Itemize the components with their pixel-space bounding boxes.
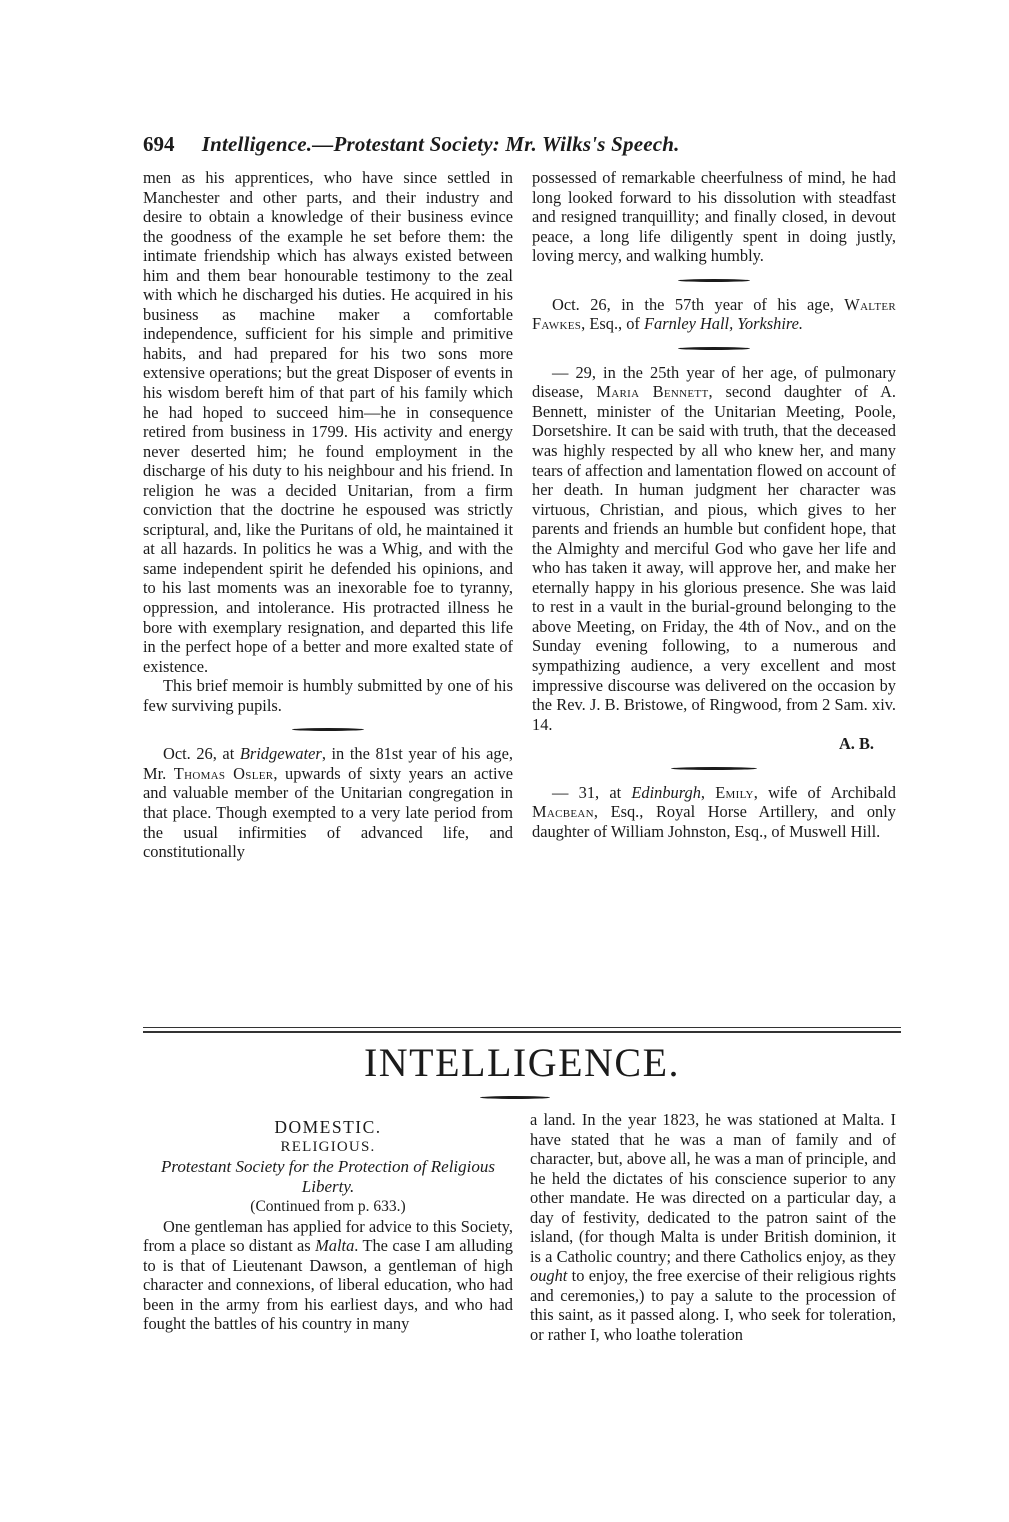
ornamental-rule: [678, 276, 750, 285]
obituary-bennett: — 29, in the 25th year of her age, of pulmonary disease, Maria Bennett, second daughter of A. Bennett, minister of the Unitarian Meeting, Poole, Dorsetshire. It can be said with truth, that the deceased was highly respected by all who knew her, and many tears of affection and lamentation flowed on account of her death. In human judgment her character was virtuous, Christian, and pious, which gives to her parents and friends an humble but confident hope, that the Almighty and merciful God who gave her life and who has taken it away, will approve her, and make her eternally happy in his glorious presence. She was laid to rest in a vault in the burial-ground belonging to the above Meeting, on Friday, the 4th of Nov., and on the Sunday evening following, to a numerous and sympathizing audience, a very excellent and most impressive discourse was delivered on the occasion by the Rev. J. B. Bristowe, of Ringwood, from 2 Sam. xiv. 14.: [532, 362, 897, 734]
bottom-right-column: [530, 1110, 896, 1345]
obituary-osler: Oct. 26, at Bridgewater, in the 81st year of his age, Mr. Thomas Osler, upwards of sixty years an active and valuable member of the Unitarian congregation in that place. Though exempted to a very late period from the usual infirmities of advanced life, and constitutionally: [143, 744, 514, 862]
continued-note: (Continued from p. 633.): [250, 1198, 406, 1216]
top-left-column: [143, 168, 513, 862]
ornamental-rule: [480, 1094, 550, 1102]
subsection-heading: DOMESTIC.: [274, 1117, 382, 1137]
signature: A. B.: [838, 734, 874, 754]
memoir-note: This brief memoir is humbly submitted by one of his few surviving pupils.: [143, 676, 513, 715]
obituary-fawkes: Oct. 26, in the 57th year of his age, Walter Fawkes, Esq., of Farnley Hall, Yorkshire.: [532, 294, 896, 334]
ornamental-rule: [671, 764, 757, 773]
ornamental-rule: [678, 344, 750, 353]
page-number: 694: [143, 132, 175, 156]
top-right-column: [532, 168, 896, 841]
running-head: [143, 128, 903, 160]
article-title: Protestant Society for the Protection of Religious Liberty.: [161, 1157, 495, 1197]
section-divider: [143, 1027, 901, 1028]
memoir-continuation: possessed of remarkable cheerfulness of mind, he had long looked forward to his dissolution with steadfast and resigned tranquillity; and finally closed, in devout peace, a long life diligently spent in doing justly, loving mercy, and walking humbly.: [532, 168, 896, 266]
article-continuation: a land. In the year 1823, he was stationed at Malta. I have stated that he was a man of family and of character, but, above all, he was a man of principle, and he held the dictates of his conscience superior to any other mandate. He was directed on a particular day, a day of festivity, dedicated to the patron saint of the island, (for though Malta is under British dominion, it is a Catholic country; and there Catholics enjoy, as they ought to enjoy, the free exercise of their religious rights and ceremonies,) to pay a salute to the procession of this saint, as it passed along. I, who seek for toleration, or rather I, who loathe toleration: [530, 1110, 896, 1345]
article-paragraph: One gentleman has applied for advice to this Society, from a place so distant as Malta. The case I am alluding to is that of Lieutenant Dawson, a gentleman of high character and connexions, of liberal education, who had been in the army from his earliest days, and who had fought the battles of his country in many: [143, 1216, 513, 1334]
section-heading: INTELLIGENCE.: [363, 1040, 681, 1085]
obituary-macbean: — 31, at Edinburgh, Emily, wife of Archibald Macbean, Esq., Royal Horse Artillery, and only daughter of William Johnston, Esq., of Muswell Hill.: [532, 782, 896, 841]
running-head-title: Intelligence.—Protestant Society: Mr. Wilks's Speech.: [201, 132, 680, 156]
bottom-left-column: [143, 1118, 513, 1334]
subsection-subheading: RELIGIOUS.: [280, 1138, 376, 1155]
memoir-paragraph: men as his apprentices, who have since settled in Manchester and other parts, and their industry and desire to obtain a knowledge of their business evince the goodness of the example he set before them: the intimate friendship which has always existed between him and them bear honourable testimony to the zeal with which he discharged his duties. He acquired in his business as machine maker a comfortable independence, sufficient for his simple and primitive habits, and had prepared for his two sons more extensive operations; but the great Disposer of events in his wisdom bereft him of that part of his family which he had hoped to succeed him—he in consequence retired from business in 1799. His activity and energy never deserted him; he found employment in the discharge of his duty to his neighbour and his friend. In religion he was a decided Unitarian, from a firm conviction that the doctrine he espoused was strictly scriptural, and, like the Puritans of old, he maintained it at all hazards. In politics he was a Whig, and with the same independent spirit he defended his opinions, and to his last moments was an inexorable foe to tyranny, oppression, and intolerance. His protracted illness he bore with exemplary resignation, and departed this life in the perfect hope of a better and more exalted state of existence.: [143, 168, 513, 676]
ornamental-rule: [292, 725, 364, 734]
section-divider: [143, 1031, 901, 1033]
